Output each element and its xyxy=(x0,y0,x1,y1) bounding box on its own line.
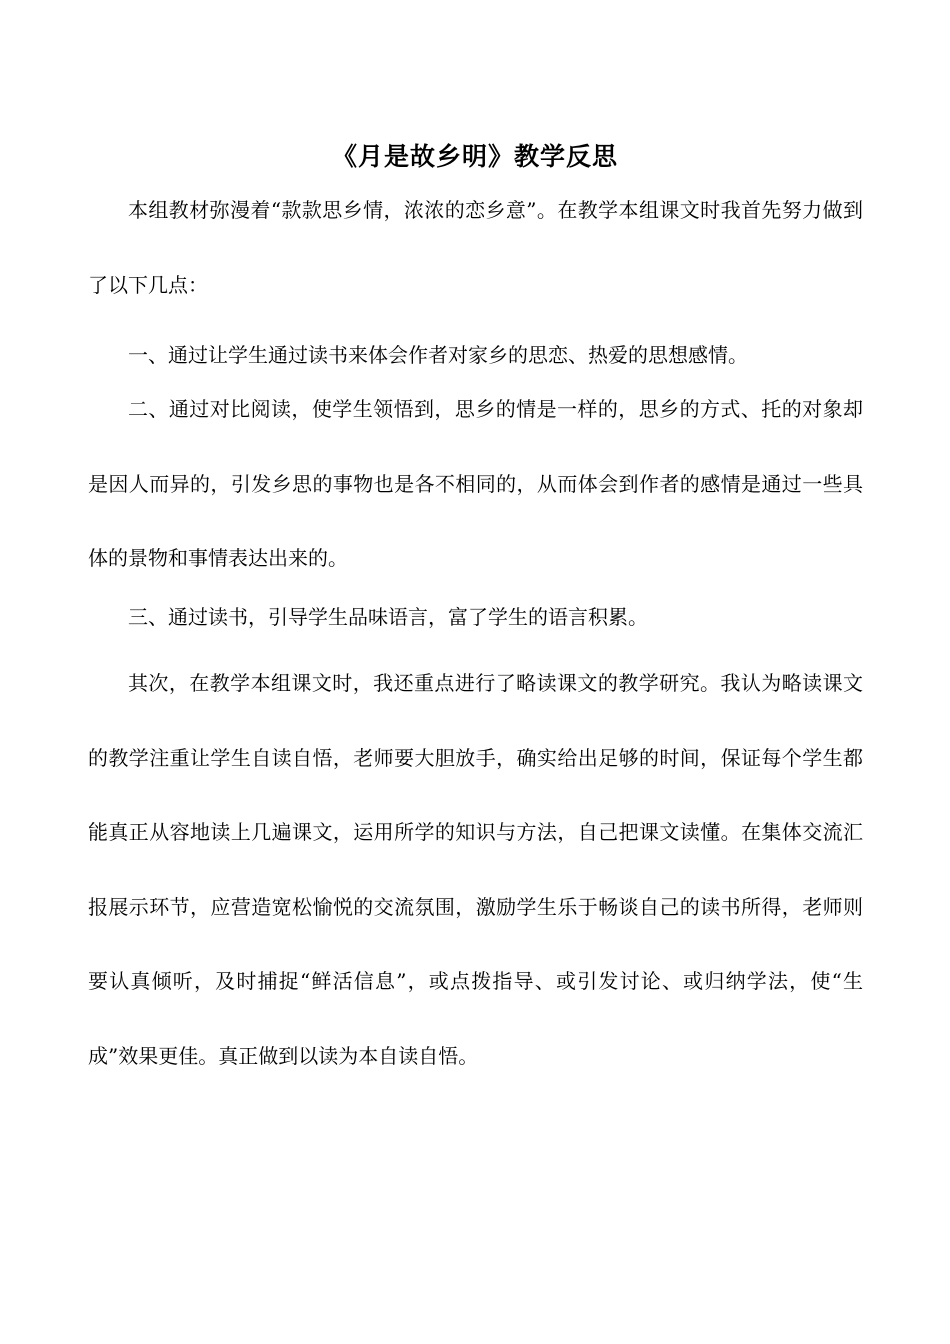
paragraph-point-two: 二、通过对比阅读，使学生领悟到，思乡的情是一样的，思乡的方式、托的对象却是因人而异的，引发乡思的事物也是各不相同的，从而体会到作者的感情是通过一些具体的景物和事情表达出来的。 xyxy=(88,397,863,570)
paragraph-intro: 本组教材弥漫着“款款思乡情，浓浓的恋乡意”。在教学本组课文时我首先努力做到了以下几点： xyxy=(88,198,863,297)
paragraph-secondly: 其次，在教学本组课文时，我还重点进行了略读课文的教学研究。我认为略读课文的教学注重让学生自读自悟，老师要大胆放手，确实给出足够的时间，保证每个学生都能真正从容地读上几遍课文，运用所学的知识与方法，自己把课文读懂。在集体交流汇报展示环节，应营造宽松愉悦的交流氛围，激励学生乐于畅谈自己的读书所得，老师则要认真倾听，及时捕捉“鲜活信息”，或点拨指导、或引发讨论、或归纳学法，使“生成”效果更佳。真正做到以读为本自读自悟。 xyxy=(88,671,863,1068)
document-title: 《月是故乡明》教学反思 xyxy=(331,141,618,171)
paragraph-point-three: 三、通过读书，引导学生品味语言，富了学生的语言积累。 xyxy=(128,605,648,629)
paragraph-point-one: 一、通过让学生通过读书来体会作者对家乡的思恋、热爱的思想感情。 xyxy=(128,343,748,367)
